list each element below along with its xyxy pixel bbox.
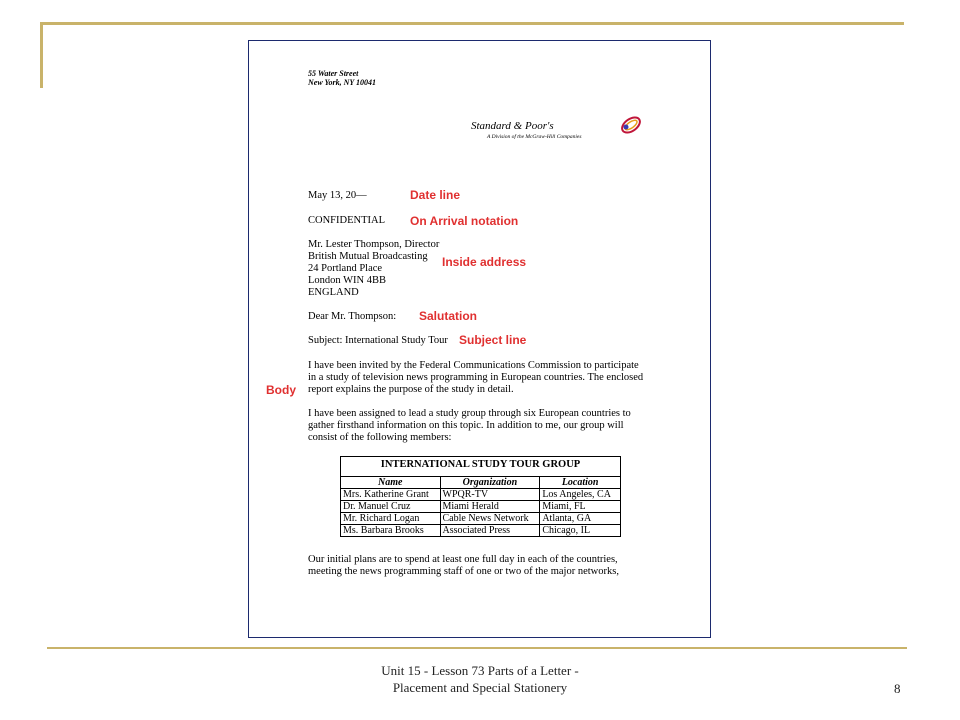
- inside-address-line: London WIN 4BB: [308, 275, 386, 286]
- letter-subject: Subject: International Study Tour: [308, 335, 448, 346]
- body-paragraph-1-line: in a study of television news programming in European countries. The enclosed: [308, 372, 644, 383]
- letter-date: May 13, 20—: [308, 190, 367, 201]
- inside-address-line: 24 Portland Place: [308, 263, 383, 274]
- table-cell: Miami Herald: [440, 501, 540, 513]
- body-paragraph-1-line: I have been invited by the Federal Communications Commission to participate: [308, 360, 639, 371]
- table-title: INTERNATIONAL STUDY TOUR GROUP: [340, 456, 621, 476]
- callout-on-arrival-notation: On Arrival notation: [410, 214, 519, 228]
- table-cell: Associated Press: [440, 525, 540, 537]
- table-cell: Miami, FL: [540, 501, 621, 513]
- table-cell: Los Angeles, CA: [540, 489, 621, 501]
- table-header-row: [341, 477, 621, 489]
- letterhead-logo-name: Standard & Poor's: [471, 120, 554, 132]
- table-cell: WPQR-TV: [440, 489, 540, 501]
- callout-subject-line: Subject line: [459, 333, 527, 347]
- table-row: [341, 525, 621, 537]
- inside-address-line: ENGLAND: [308, 287, 359, 298]
- table-cell: Cable News Network: [440, 513, 540, 525]
- table-cell: Ms. Barbara Brooks: [341, 525, 441, 537]
- study-tour-table: [340, 456, 621, 537]
- letterhead-address-line-2: New York, NY 10041: [308, 78, 376, 87]
- slide-footer: [330, 662, 630, 696]
- table-header-name: Name: [341, 477, 441, 489]
- callout-salutation: Salutation: [419, 309, 478, 323]
- table-header-location: Location: [540, 477, 621, 489]
- body-paragraph-3-line: Our initial plans are to spend at least one full day in each of the countries,: [308, 554, 618, 565]
- body-paragraph-2-line: gather firsthand information on this topic. In addition to me, our group will: [308, 420, 624, 431]
- logo-swoosh-icon: [618, 113, 644, 137]
- slide-frame-bottom-rule: [47, 647, 907, 649]
- body-paragraph-3-line: meeting the news programming staff of one or two of the major networks,: [308, 566, 619, 577]
- body-paragraph-1-line: report explains the purpose of the study in detail.: [308, 384, 514, 395]
- callout-inside-address: Inside address: [442, 255, 527, 269]
- body-paragraph-2-line: consist of the following members:: [308, 432, 452, 443]
- letter-salutation: Dear Mr. Thompson:: [308, 311, 397, 322]
- slide-frame-left-rule: [40, 22, 43, 88]
- letter-notation: CONFIDENTIAL: [308, 215, 385, 226]
- table-header-organization: Organization: [440, 477, 540, 489]
- table-cell: Mr. Richard Logan: [341, 513, 441, 525]
- table-cell: Atlanta, GA: [540, 513, 621, 525]
- callout-date-line: Date line: [410, 188, 461, 202]
- table-cell: Mrs. Katherine Grant: [341, 489, 441, 501]
- table-cell: Dr. Manuel Cruz: [341, 501, 441, 513]
- body-paragraph-2-line: I have been assigned to lead a study group through six European countries to: [308, 408, 631, 419]
- inside-address-line: British Mutual Broadcasting: [308, 251, 428, 262]
- letterhead-address-line-1: 55 Water Street: [308, 69, 359, 78]
- callout-body: Body: [266, 383, 296, 397]
- table-cell: Chicago, IL: [540, 525, 621, 537]
- slide-number: 8: [894, 681, 901, 696]
- footer-line-2: Placement and Special Stationery: [392, 680, 568, 695]
- table-row: [341, 513, 621, 525]
- footer-line-1: Unit 15 - Lesson 73 Parts of a Letter -: [381, 663, 579, 678]
- letterhead-logo-subtitle: A Division of the McGraw-Hill Companies: [487, 134, 582, 140]
- table-row: [341, 501, 621, 513]
- slide-frame-top-rule: [40, 22, 904, 25]
- inside-address-line: Mr. Lester Thompson, Director: [308, 239, 440, 250]
- table-row: [341, 489, 621, 501]
